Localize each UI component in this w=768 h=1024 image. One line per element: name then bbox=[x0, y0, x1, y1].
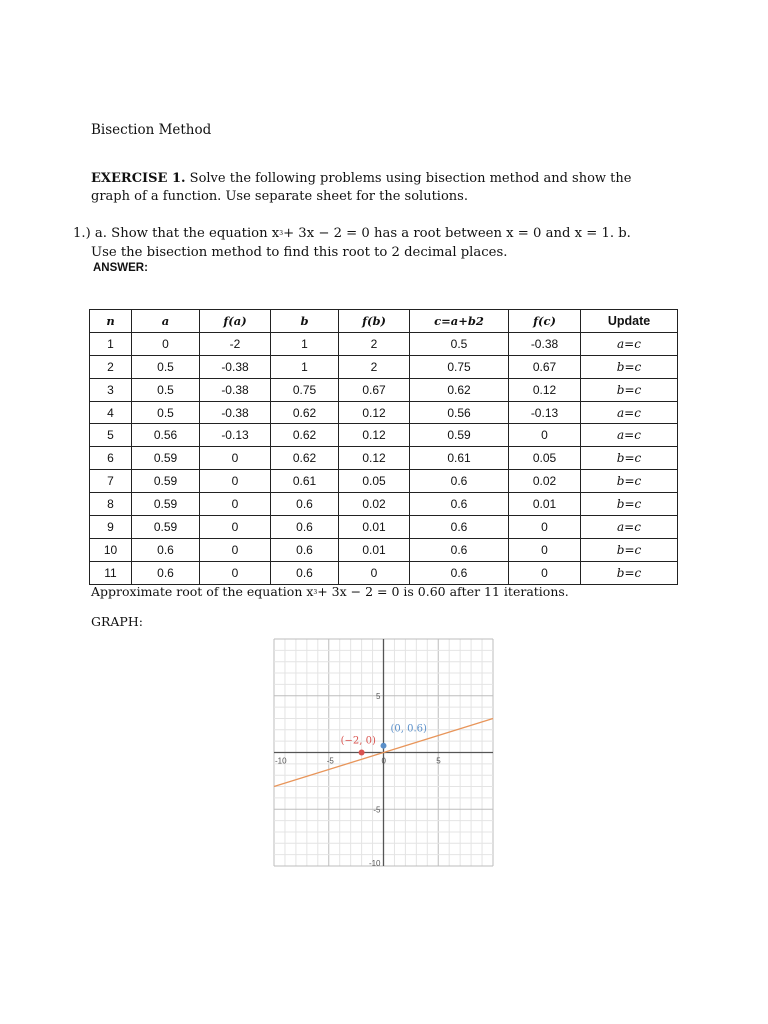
cell-fb: 0.12 bbox=[339, 401, 410, 424]
cell-a: 0.6 bbox=[132, 561, 200, 584]
question-text-post: + 3x − 2 = 0 has a root between x = 0 and x = 1. b. bbox=[283, 226, 631, 241]
cell-update: b=c bbox=[581, 561, 678, 584]
cell-c: 0.59 bbox=[410, 424, 509, 447]
table-row bbox=[90, 470, 678, 493]
cell-fc: -0.13 bbox=[509, 401, 581, 424]
cell-n: 3 bbox=[90, 378, 132, 401]
header-b: b bbox=[271, 310, 339, 333]
cell-fb: 0.12 bbox=[339, 424, 410, 447]
cell-fc: 0 bbox=[509, 424, 581, 447]
cell-a: 0 bbox=[132, 332, 200, 355]
cell-update: b=c bbox=[581, 447, 678, 470]
graph-label: GRAPH: bbox=[91, 614, 143, 629]
cell-a: 0.59 bbox=[132, 470, 200, 493]
header-update: Update bbox=[581, 310, 678, 333]
table-row bbox=[90, 493, 678, 516]
cell-fb: 2 bbox=[339, 332, 410, 355]
cell-fb: 0.02 bbox=[339, 493, 410, 516]
cell-fc: 0 bbox=[509, 561, 581, 584]
table-row bbox=[90, 424, 678, 447]
cell-n: 10 bbox=[90, 538, 132, 561]
cell-c: 0.56 bbox=[410, 401, 509, 424]
cell-b: 1 bbox=[271, 332, 339, 355]
exercise-label: EXERCISE 1. bbox=[91, 171, 186, 186]
cell-c: 0.75 bbox=[410, 355, 509, 378]
header-fc: f(c) bbox=[509, 310, 581, 333]
answer-label: ANSWER: bbox=[93, 262, 148, 274]
cell-fb: 2 bbox=[339, 355, 410, 378]
graph-point bbox=[381, 743, 387, 749]
cell-fc: 0 bbox=[509, 516, 581, 539]
cell-update: b=c bbox=[581, 355, 678, 378]
table-row bbox=[90, 332, 678, 355]
cell-c: 0.62 bbox=[410, 378, 509, 401]
cell-n: 4 bbox=[90, 401, 132, 424]
table-row bbox=[90, 516, 678, 539]
table-row bbox=[90, 561, 678, 584]
cell-update: b=c bbox=[581, 493, 678, 516]
question-line-1 bbox=[73, 226, 631, 241]
cell-fa: -0.38 bbox=[200, 378, 271, 401]
cell-fb: 0.05 bbox=[339, 470, 410, 493]
bisection-table bbox=[89, 309, 678, 585]
cell-fa: 0 bbox=[200, 470, 271, 493]
x-tick-label: 5 bbox=[436, 756, 441, 766]
cell-fa: 0 bbox=[200, 516, 271, 539]
cell-c: 0.5 bbox=[410, 332, 509, 355]
cell-n: 8 bbox=[90, 493, 132, 516]
x-tick-label: -5 bbox=[326, 756, 334, 766]
point-label: (0, 0.6) bbox=[390, 723, 427, 735]
cell-update: a=c bbox=[581, 332, 678, 355]
cell-b: 0.6 bbox=[271, 561, 339, 584]
approximate-root-statement bbox=[91, 584, 569, 599]
cell-fa: -0.13 bbox=[200, 424, 271, 447]
point-label: (−2, 0) bbox=[340, 735, 376, 747]
approx-exponent: 3 bbox=[313, 589, 318, 596]
cell-update: b=c bbox=[581, 538, 678, 561]
cell-fc: 0.01 bbox=[509, 493, 581, 516]
cell-update: a=c bbox=[581, 516, 678, 539]
cell-b: 0.75 bbox=[271, 378, 339, 401]
cell-fb: 0.67 bbox=[339, 378, 410, 401]
header-a: a bbox=[132, 310, 200, 333]
cell-c: 0.61 bbox=[410, 447, 509, 470]
header-fb: f(b) bbox=[339, 310, 410, 333]
question-line-2: Use the bisection method to find this root to 2 decimal places. bbox=[91, 245, 508, 260]
cell-update: a=c bbox=[581, 424, 678, 447]
cell-fc: 0.67 bbox=[509, 355, 581, 378]
table-row bbox=[90, 378, 678, 401]
cell-n: 7 bbox=[90, 470, 132, 493]
question-text-pre: 1.) a. Show that the equation x bbox=[73, 226, 280, 241]
y-tick-label: -10 bbox=[368, 859, 381, 868]
cell-n: 9 bbox=[90, 516, 132, 539]
cell-c: 0.6 bbox=[410, 516, 509, 539]
document-title: Bisection Method bbox=[91, 122, 212, 138]
table-row bbox=[90, 401, 678, 424]
y-tick-label: -5 bbox=[373, 805, 381, 815]
approx-text-pre: Approximate root of the equation x bbox=[91, 584, 314, 599]
table-row bbox=[90, 538, 678, 561]
cell-a: 0.56 bbox=[132, 424, 200, 447]
table-row bbox=[90, 355, 678, 378]
cell-c: 0.6 bbox=[410, 470, 509, 493]
cell-b: 0.62 bbox=[271, 401, 339, 424]
table-row bbox=[90, 447, 678, 470]
cell-fb: 0.01 bbox=[339, 538, 410, 561]
cell-fc: 0.02 bbox=[509, 470, 581, 493]
header-c: c=a+b2 bbox=[410, 310, 509, 333]
cell-a: 0.5 bbox=[132, 378, 200, 401]
cell-n: 5 bbox=[90, 424, 132, 447]
cell-a: 0.6 bbox=[132, 538, 200, 561]
cell-b: 0.62 bbox=[271, 424, 339, 447]
cell-a: 0.5 bbox=[132, 401, 200, 424]
cell-b: 0.62 bbox=[271, 447, 339, 470]
cell-n: 6 bbox=[90, 447, 132, 470]
cell-fb: 0.12 bbox=[339, 447, 410, 470]
cell-b: 1 bbox=[271, 355, 339, 378]
cell-fc: 0 bbox=[509, 538, 581, 561]
header-fa: f(a) bbox=[200, 310, 271, 333]
cell-n: 1 bbox=[90, 332, 132, 355]
exercise-instructions bbox=[91, 170, 651, 206]
cell-fb: 0 bbox=[339, 561, 410, 584]
cell-b: 0.61 bbox=[271, 470, 339, 493]
cell-update: b=c bbox=[581, 378, 678, 401]
cell-a: 0.59 bbox=[132, 493, 200, 516]
cell-fa: 0 bbox=[200, 447, 271, 470]
cell-fa: 0 bbox=[200, 538, 271, 561]
table-header-row bbox=[90, 310, 678, 333]
cell-fb: 0.01 bbox=[339, 516, 410, 539]
approx-text-post: + 3x − 2 = 0 is 0.60 after 11 iterations. bbox=[317, 584, 569, 599]
cell-b: 0.6 bbox=[271, 538, 339, 561]
cell-fa: -0.38 bbox=[200, 355, 271, 378]
cell-fc: 0.05 bbox=[509, 447, 581, 470]
graph-point bbox=[359, 750, 365, 756]
exercise-text: Solve the following problems using bisection method and show the graph of a function. Use separate sheet for the solutions. bbox=[91, 171, 632, 204]
cell-fa: 0 bbox=[200, 493, 271, 516]
cell-update: a=c bbox=[581, 401, 678, 424]
cell-a: 0.59 bbox=[132, 447, 200, 470]
y-tick-label: 5 bbox=[376, 691, 381, 701]
x-tick-label: -10 bbox=[275, 756, 287, 766]
cell-n: 11 bbox=[90, 561, 132, 584]
x-tick-label: 0 bbox=[381, 756, 386, 766]
cell-c: 0.6 bbox=[410, 493, 509, 516]
cell-fc: 0.12 bbox=[509, 378, 581, 401]
cell-a: 0.59 bbox=[132, 516, 200, 539]
cell-fa: 0 bbox=[200, 561, 271, 584]
cell-b: 0.6 bbox=[271, 493, 339, 516]
cell-n: 2 bbox=[90, 355, 132, 378]
question-exponent: 3 bbox=[279, 230, 284, 237]
cell-b: 0.6 bbox=[271, 516, 339, 539]
cell-fa: -2 bbox=[200, 332, 271, 355]
cell-fa: -0.38 bbox=[200, 401, 271, 424]
cell-c: 0.6 bbox=[410, 538, 509, 561]
function-graph bbox=[273, 638, 495, 868]
cell-update: b=c bbox=[581, 470, 678, 493]
cell-c: 0.6 bbox=[410, 561, 509, 584]
cell-fc: -0.38 bbox=[509, 332, 581, 355]
cell-a: 0.5 bbox=[132, 355, 200, 378]
header-n: n bbox=[90, 310, 132, 333]
